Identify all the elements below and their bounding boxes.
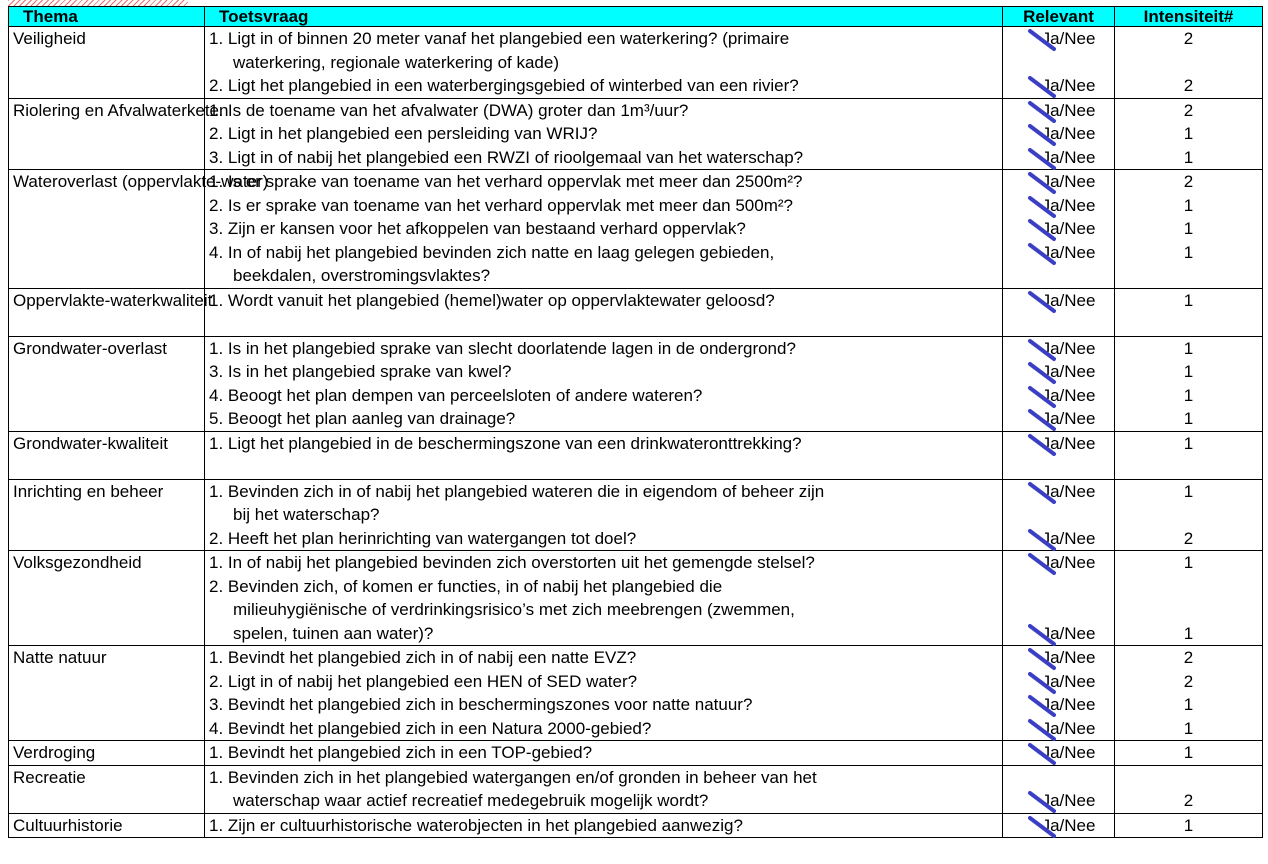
relevant-text: Ja/Nee	[1041, 219, 1096, 238]
table-row	[9, 27, 1263, 99]
thema-cell: Oppervlakte-waterkwaliteit	[9, 288, 205, 336]
relevant-text: Ja/Nee	[1041, 172, 1096, 191]
relevant-answer[interactable]	[1007, 814, 1110, 838]
relevant-text: Ja/Nee	[1041, 433, 1096, 453]
question-line: 1. Is de toename van het afvalwater (DWA) groter dan 1m³/uur?	[209, 100, 689, 120]
relevant-answer[interactable]	[1007, 360, 1110, 384]
question-line: 4. Bevindt het plangebied zich in een Natura 2000-gebied?	[209, 718, 652, 738]
header-thema: Thema	[9, 7, 205, 27]
question-line: 1. Ligt in of binnen 20 meter vanaf het plangebied een waterkering? (primaire	[209, 29, 790, 48]
intensiteit-cell	[1115, 813, 1263, 838]
relevant-text: Ja/Nee	[1041, 147, 1096, 167]
relevant-answer[interactable]	[1007, 622, 1110, 646]
thema-cell: Riolering en Afvalwaterketen	[9, 98, 205, 170]
question-line: 3. Bevindt het plangebied zich in beschermingszones voor natte natuur?	[209, 695, 753, 714]
blank-line	[1119, 312, 1258, 336]
relevant-text: Ja/Nee	[1041, 695, 1096, 714]
toetsvraag-cell	[205, 646, 1003, 741]
blank-line	[1007, 598, 1110, 622]
toetsvraag-cell	[205, 98, 1003, 170]
question-line: 1. Ligt het plangebied in de beschermingszone van een drinkwateronttrekking?	[209, 433, 802, 453]
question-line: 1. Bevinden zich in het plangebied watergangen en/of gronden in beheer van het	[209, 767, 817, 787]
relevant-answer[interactable]	[1007, 693, 1110, 717]
intensiteit-value: 2	[1183, 671, 1194, 691]
intensiteit-cell	[1115, 98, 1263, 170]
question-line: 3. Zijn er kansen voor het afkoppelen van bestaand verhard oppervlak?	[209, 219, 746, 238]
toetsvraag-cell	[205, 27, 1003, 99]
intensiteit-value: 1	[1183, 242, 1194, 262]
thema-cell: Volksgezondheid	[9, 551, 205, 646]
blank-line	[1119, 264, 1258, 288]
blank-line	[1007, 766, 1110, 790]
relevant-cell	[1003, 170, 1115, 289]
relevant-answer[interactable]	[1007, 789, 1110, 813]
table-row	[9, 741, 1263, 766]
intensiteit-cell	[1115, 479, 1263, 551]
intensiteit-value: 1	[1183, 623, 1194, 643]
intensiteit-value: 1	[1183, 743, 1194, 762]
intensiteit-value: 1	[1183, 718, 1194, 738]
thema-cell: Cultuurhistorie	[9, 813, 205, 838]
relevant-text: Ja/Nee	[1041, 242, 1096, 262]
relevant-text: Ja/Nee	[1041, 671, 1096, 691]
relevant-text: Ja/Nee	[1041, 481, 1096, 501]
relevant-text: Ja/Nee	[1041, 76, 1096, 95]
table-row	[9, 765, 1263, 813]
question-line: 2. Heeft het plan herinrichting van watergangen tot doel?	[209, 528, 637, 548]
question-line: 2. Is er sprake van toename van het verhard oppervlak met meer dan 500m²?	[209, 195, 793, 215]
thema-cell: Natte natuur	[9, 646, 205, 741]
relevant-text: Ja/Nee	[1041, 718, 1096, 738]
intensiteit-value: 2	[1183, 172, 1194, 191]
relevant-answer[interactable]	[1007, 74, 1110, 98]
intensiteit-value: 1	[1183, 219, 1194, 238]
header-toetsvraag: Toetsvraag	[205, 7, 1003, 27]
question-line: 1. Wordt vanuit het plangebied (hemel)water op oppervlaktewater geloosd?	[209, 290, 775, 310]
blank-line	[1119, 455, 1258, 479]
table-row	[9, 646, 1263, 741]
question-line: 2. Bevinden zich, of komen er functies, in of nabij het plangebied die	[209, 576, 723, 596]
thema-cell: Grondwater-overlast	[9, 336, 205, 431]
toetsvraag-cell	[205, 288, 1003, 336]
question-line: spelen, tuinen aan water)?	[233, 623, 434, 643]
relevant-answer[interactable]	[1007, 646, 1110, 670]
question-line: 2. Ligt in het plangebied een persleiding van WRIJ?	[209, 124, 598, 143]
relevant-answer[interactable]	[1007, 241, 1110, 265]
question-line: 2. Ligt in of nabij het plangebied een HEN of SED water?	[209, 671, 638, 691]
header-intensiteit: Intensiteit#	[1115, 7, 1263, 27]
relevant-answer[interactable]	[1007, 551, 1110, 575]
intensiteit-cell	[1115, 741, 1263, 766]
thema-cell: Grondwater-kwaliteit	[9, 431, 205, 479]
relevant-text: Ja/Nee	[1041, 743, 1096, 762]
blank-line	[1119, 575, 1258, 599]
relevant-text: Ja/Nee	[1041, 124, 1096, 143]
question-line	[209, 455, 998, 479]
relevant-cell	[1003, 813, 1115, 838]
relevant-cell	[1003, 336, 1115, 431]
blank-line	[1007, 312, 1110, 336]
relevant-answer[interactable]	[1007, 432, 1110, 456]
thema-cell: Verdroging	[9, 741, 205, 766]
thema-cell: Recreatie	[9, 765, 205, 813]
relevant-text: Ja/Nee	[1041, 290, 1096, 310]
header-relevant: Relevant	[1003, 7, 1115, 27]
question-line: 4. Beoogt het plan dempen van perceelsloten of andere wateren?	[209, 385, 703, 405]
intensiteit-value: 1	[1183, 362, 1194, 381]
table-row	[9, 813, 1263, 838]
question-line: 1. In of nabij het plangebied bevinden zich overstorten uit het gemengde stelsel?	[209, 553, 815, 572]
intensiteit-value: 1	[1183, 147, 1194, 167]
toets-table	[8, 6, 1263, 838]
intensiteit-value: 1	[1183, 409, 1194, 428]
relevant-cell	[1003, 27, 1115, 99]
toetsvraag-cell	[205, 813, 1003, 838]
relevant-answer[interactable]	[1007, 407, 1110, 431]
table-row	[9, 431, 1263, 479]
relevant-text: Ja/Nee	[1041, 29, 1096, 48]
question-line	[209, 312, 998, 336]
relevant-cell	[1003, 288, 1115, 336]
question-line: 3. Ligt in of nabij het plangebied een RWZI of rioolgemaal van het waterschap?	[209, 147, 804, 167]
blank-line	[1119, 766, 1258, 790]
table-row	[9, 479, 1263, 551]
toetsvraag-cell	[205, 479, 1003, 551]
toetsvraag-cell	[205, 431, 1003, 479]
toetsvraag-cell	[205, 741, 1003, 766]
blank-line	[1007, 575, 1110, 599]
relevant-answer[interactable]	[1007, 289, 1110, 313]
relevant-cell	[1003, 479, 1115, 551]
relevant-answer[interactable]	[1007, 384, 1110, 408]
blank-line	[1007, 264, 1110, 288]
question-line: 4. In of nabij het plangebied bevinden zich natte en laag gelegen gebieden,	[209, 242, 775, 262]
intensiteit-value: 2	[1183, 76, 1194, 95]
relevant-text: Ja/Nee	[1041, 791, 1096, 810]
intensiteit-value: 1	[1183, 195, 1194, 215]
question-line: waterkering, regionale waterkering of kade)	[233, 52, 560, 72]
intensiteit-value: 2	[1183, 100, 1194, 120]
question-line: 1. Zijn er cultuurhistorische waterobjecten in het plangebied aanwezig?	[209, 815, 743, 835]
toetsvraag-cell	[205, 765, 1003, 813]
relevant-cell	[1003, 98, 1115, 170]
relevant-text: Ja/Nee	[1041, 409, 1096, 428]
table-row	[9, 288, 1263, 336]
table-row	[9, 551, 1263, 646]
intensiteit-cell	[1115, 765, 1263, 813]
relevant-answer[interactable]	[1007, 146, 1110, 170]
relevant-answer[interactable]	[1007, 337, 1110, 361]
relevant-text: Ja/Nee	[1041, 648, 1096, 667]
intensiteit-value: 1	[1183, 695, 1194, 714]
intensiteit-cell	[1115, 27, 1263, 99]
header-row	[9, 7, 1263, 27]
thema-cell: Wateroverlast (oppervlakte-water)	[9, 170, 205, 289]
intensiteit-cell	[1115, 646, 1263, 741]
toetsvraag-cell	[205, 170, 1003, 289]
relevant-answer[interactable]	[1007, 670, 1110, 694]
blank-line	[1007, 51, 1110, 75]
relevant-cell	[1003, 551, 1115, 646]
toetsvraag-cell	[205, 551, 1003, 646]
intensiteit-value: 1	[1183, 385, 1194, 405]
thema-cell: Inrichting en beheer	[9, 479, 205, 551]
question-line: 1. Is er sprake van toename van het verhard oppervlak met meer dan 2500m²?	[209, 172, 803, 191]
relevant-text: Ja/Nee	[1041, 815, 1096, 835]
relevant-answer[interactable]	[1007, 122, 1110, 146]
thema-cell: Veiligheid	[9, 27, 205, 99]
intensiteit-value: 2	[1183, 528, 1194, 548]
question-line: 1. Is in het plangebied sprake van slecht doorlatende lagen in de ondergrond?	[209, 338, 796, 358]
table-row	[9, 170, 1263, 289]
relevant-answer[interactable]	[1007, 741, 1110, 765]
question-line: 5. Beoogt het plan aanleg van drainage?	[209, 409, 516, 428]
question-line: 1. Bevindt het plangebied zich in een TOP-gebied?	[209, 743, 593, 762]
relevant-answer[interactable]	[1007, 194, 1110, 218]
question-line: 2. Ligt het plangebied in een waterbergingsgebied of winterbed van een rivier?	[209, 76, 799, 95]
relevant-text: Ja/Nee	[1041, 100, 1096, 120]
relevant-cell	[1003, 646, 1115, 741]
intensiteit-cell	[1115, 551, 1263, 646]
relevant-text: Ja/Nee	[1041, 338, 1096, 358]
relevant-text: Ja/Nee	[1041, 623, 1096, 643]
intensiteit-cell	[1115, 336, 1263, 431]
intensiteit-value: 1	[1183, 124, 1194, 143]
intensiteit-value: 1	[1183, 815, 1194, 835]
question-line: 3. Is in het plangebied sprake van kwel?	[209, 362, 512, 381]
relevant-text: Ja/Nee	[1041, 528, 1096, 548]
relevant-text: Ja/Nee	[1041, 553, 1096, 572]
relevant-answer[interactable]	[1007, 217, 1110, 241]
intensiteit-value: 1	[1183, 553, 1194, 572]
intensiteit-cell	[1115, 288, 1263, 336]
blank-line	[1119, 598, 1258, 622]
relevant-text: Ja/Nee	[1041, 385, 1096, 405]
table-row	[9, 98, 1263, 170]
relevant-answer[interactable]	[1007, 527, 1110, 551]
blank-line	[1007, 455, 1110, 479]
blank-line	[1007, 503, 1110, 527]
intensiteit-value: 1	[1183, 433, 1194, 453]
relevant-answer[interactable]	[1007, 480, 1110, 504]
intensiteit-cell	[1115, 170, 1263, 289]
intensiteit-value: 2	[1183, 648, 1194, 667]
relevant-text: Ja/Nee	[1041, 195, 1096, 215]
blank-line	[1119, 503, 1258, 527]
relevant-text: Ja/Nee	[1041, 362, 1096, 381]
question-line: 1. Bevinden zich in of nabij het plangebied wateren die in eigendom of beheer zijn	[209, 481, 825, 501]
question-line: milieuhygiënische of verdrinkingsrisico’s met zich meebrengen (zwemmen,	[233, 600, 795, 619]
question-line: waterschap waar actief recreatief medegebruik mogelijk wordt?	[233, 791, 709, 810]
question-line: 1. Bevindt het plangebied zich in of nabij een natte EVZ?	[209, 648, 637, 667]
relevant-answer[interactable]	[1007, 170, 1110, 194]
blank-line	[1119, 51, 1258, 75]
toetsvraag-cell	[205, 336, 1003, 431]
intensiteit-value: 1	[1183, 338, 1194, 358]
question-line: bij het waterschap?	[233, 505, 380, 524]
relevant-answer[interactable]	[1007, 27, 1110, 51]
intensiteit-value: 2	[1183, 29, 1194, 48]
table-row	[9, 336, 1263, 431]
relevant-cell	[1003, 765, 1115, 813]
relevant-cell	[1003, 741, 1115, 766]
relevant-cell	[1003, 431, 1115, 479]
question-line: beekdalen, overstromingsvlaktes?	[233, 266, 491, 285]
relevant-answer[interactable]	[1007, 99, 1110, 123]
intensiteit-value: 1	[1183, 290, 1194, 310]
intensiteit-value: 2	[1183, 791, 1194, 810]
intensiteit-value: 1	[1183, 481, 1194, 501]
intensiteit-cell	[1115, 431, 1263, 479]
relevant-answer[interactable]	[1007, 717, 1110, 741]
